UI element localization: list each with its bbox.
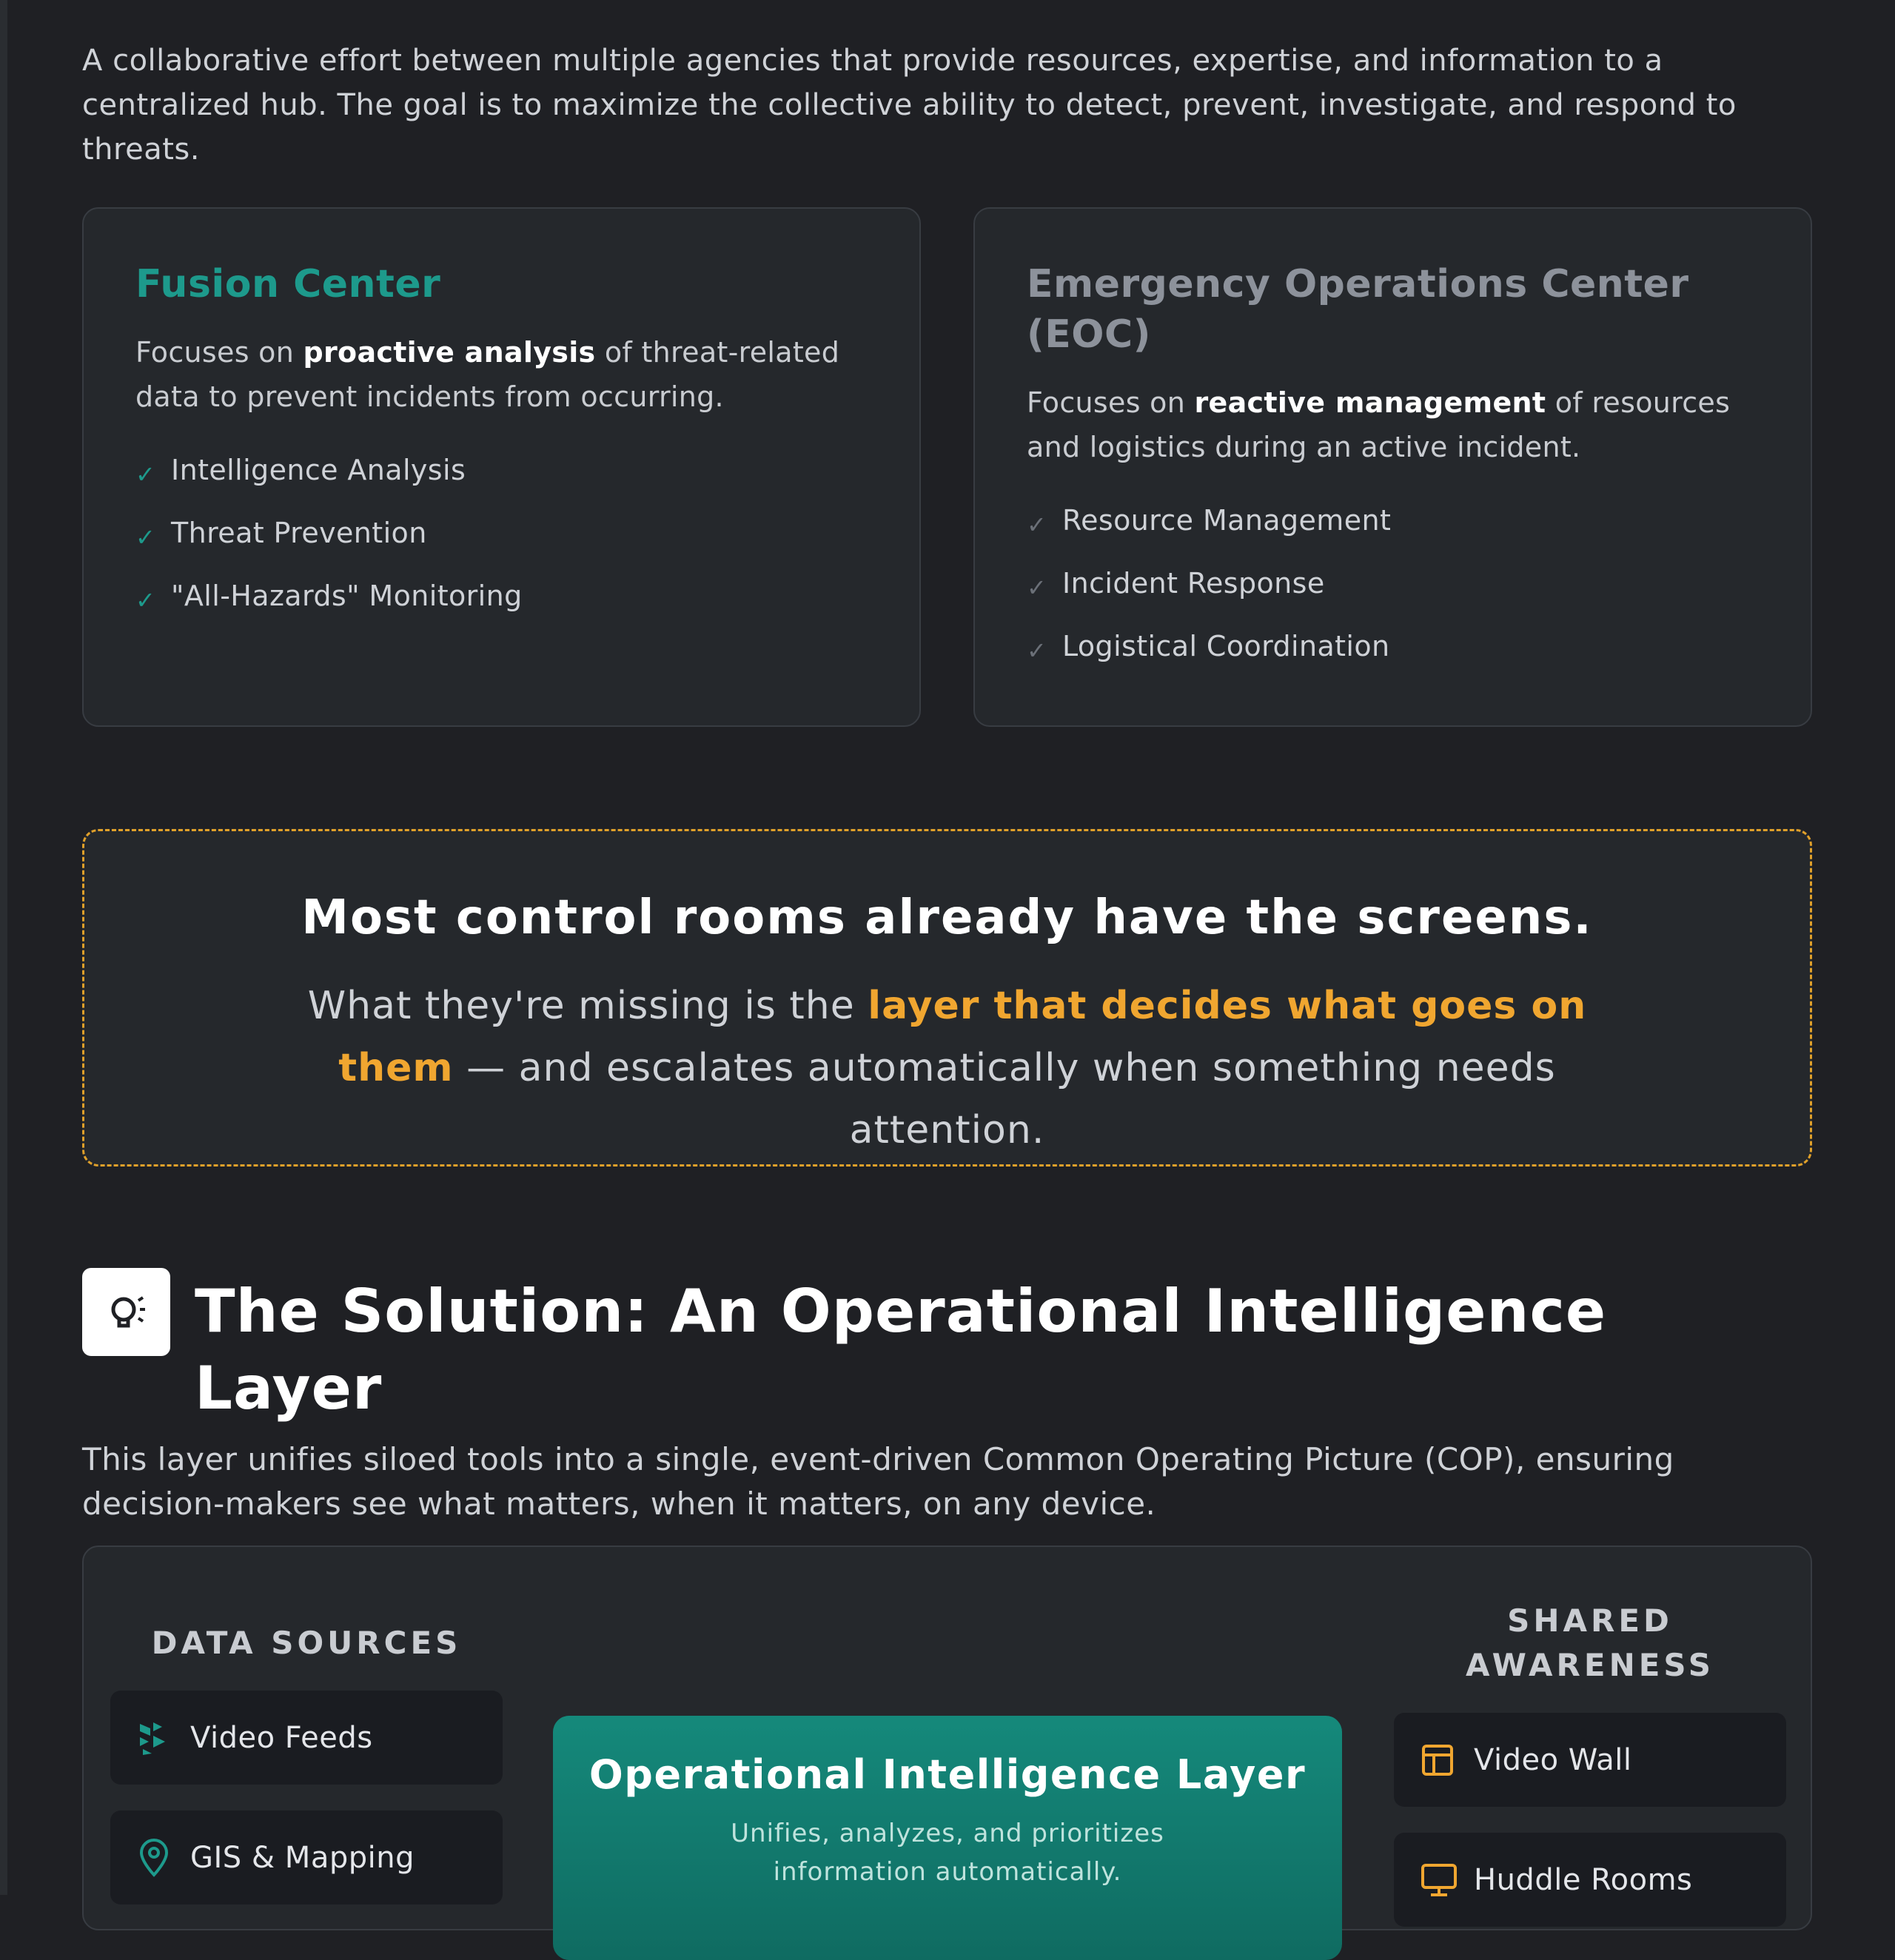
desc-text: of threat-related data to prevent incidents from occurring. bbox=[135, 336, 840, 413]
callout-headline: Most control rooms already have the screens. bbox=[301, 890, 1593, 945]
callout-body bbox=[244, 975, 1651, 1161]
eoc-card bbox=[973, 207, 1812, 727]
shared-awareness-heading: SHARED AWARENESS bbox=[1465, 1602, 1715, 1683]
check-icon: ✓ bbox=[1027, 636, 1047, 665]
fusion-center-title: Fusion Center bbox=[135, 262, 441, 306]
fusion-center-card bbox=[82, 207, 921, 727]
feature-label: Resource Management bbox=[1062, 503, 1392, 537]
feature-label: Threat Prevention bbox=[171, 516, 427, 549]
center-subtitle: Unifies, analyzes, and prioritizes information automatically. bbox=[731, 1819, 1164, 1887]
tile-label: GIS & Mapping bbox=[190, 1840, 415, 1875]
operational-intelligence-layer-box bbox=[553, 1716, 1342, 1960]
tile-label: Video Wall bbox=[1474, 1742, 1632, 1777]
desc-emphasis: proactive analysis bbox=[303, 336, 596, 369]
feature-label: "All-Hazards" Monitoring bbox=[171, 579, 523, 612]
tile-label: Video Feeds bbox=[190, 1720, 373, 1755]
output-tile-huddle-rooms bbox=[1394, 1833, 1786, 1927]
feature-item bbox=[1027, 551, 1759, 614]
eoc-description bbox=[1027, 380, 1759, 469]
check-icon: ✓ bbox=[135, 460, 156, 489]
desc-text: Focuses on bbox=[135, 336, 303, 369]
desc-emphasis: reactive management bbox=[1194, 386, 1546, 419]
architecture-diagram bbox=[82, 1545, 1812, 1930]
left-edge-border bbox=[0, 0, 7, 1895]
feature-item bbox=[1027, 489, 1759, 551]
feature-item bbox=[135, 438, 868, 501]
feature-label: Logistical Coordination bbox=[1062, 629, 1390, 662]
check-icon: ✓ bbox=[1027, 573, 1047, 602]
video-feeds-icon bbox=[137, 1719, 190, 1756]
feature-item bbox=[135, 564, 868, 627]
desc-text: of resources and logistics during an active incident. bbox=[1027, 386, 1731, 463]
source-tile-video-feeds bbox=[110, 1691, 503, 1785]
callout-box bbox=[82, 829, 1812, 1167]
video-wall-icon bbox=[1421, 1743, 1474, 1777]
output-tile-video-wall bbox=[1394, 1713, 1786, 1807]
center-title: Operational Intelligence Layer bbox=[588, 1751, 1307, 1798]
check-icon: ✓ bbox=[1027, 510, 1047, 539]
data-sources-heading: DATA SOURCES bbox=[151, 1625, 462, 1661]
feature-label: Intelligence Analysis bbox=[171, 453, 466, 486]
feature-item bbox=[1027, 614, 1759, 677]
intro-paragraph: A collaborative effort between multiple agencies that provide resources, expertise, and information to a centralized hub. The goal is to maximize the collective ability to detect, prevent, investigate, and respond to threats. bbox=[82, 44, 1737, 167]
source-tile-gis-mapping bbox=[110, 1810, 503, 1904]
feature-label: Incident Response bbox=[1062, 566, 1325, 600]
tile-label: Huddle Rooms bbox=[1474, 1862, 1693, 1897]
fusion-center-description bbox=[135, 330, 868, 419]
desc-text: Focuses on bbox=[1027, 386, 1195, 419]
lightbulb-icon bbox=[82, 1268, 170, 1356]
map-pin-icon bbox=[137, 1838, 190, 1878]
callout-highlight: layer that decides what goes on them bbox=[338, 984, 1587, 1090]
solution-description: This layer unifies siloed tools into a single, event-driven Common Operating Picture (COP), ensuring decision-makers see what matters, when it matters, on any device. bbox=[82, 1441, 1674, 1522]
callout-text: — and escalates automatically when something needs attention. bbox=[453, 1046, 1556, 1152]
eoc-title: Emergency Operations Center (EOC) bbox=[1027, 262, 1689, 357]
solution-title: The Solution: An Operational Intelligence Layer bbox=[195, 1277, 1607, 1423]
callout-text: What they're missing is the bbox=[307, 984, 868, 1028]
check-icon: ✓ bbox=[135, 585, 156, 614]
feature-item bbox=[135, 501, 868, 564]
check-icon: ✓ bbox=[135, 523, 156, 551]
monitor-icon bbox=[1421, 1862, 1474, 1898]
